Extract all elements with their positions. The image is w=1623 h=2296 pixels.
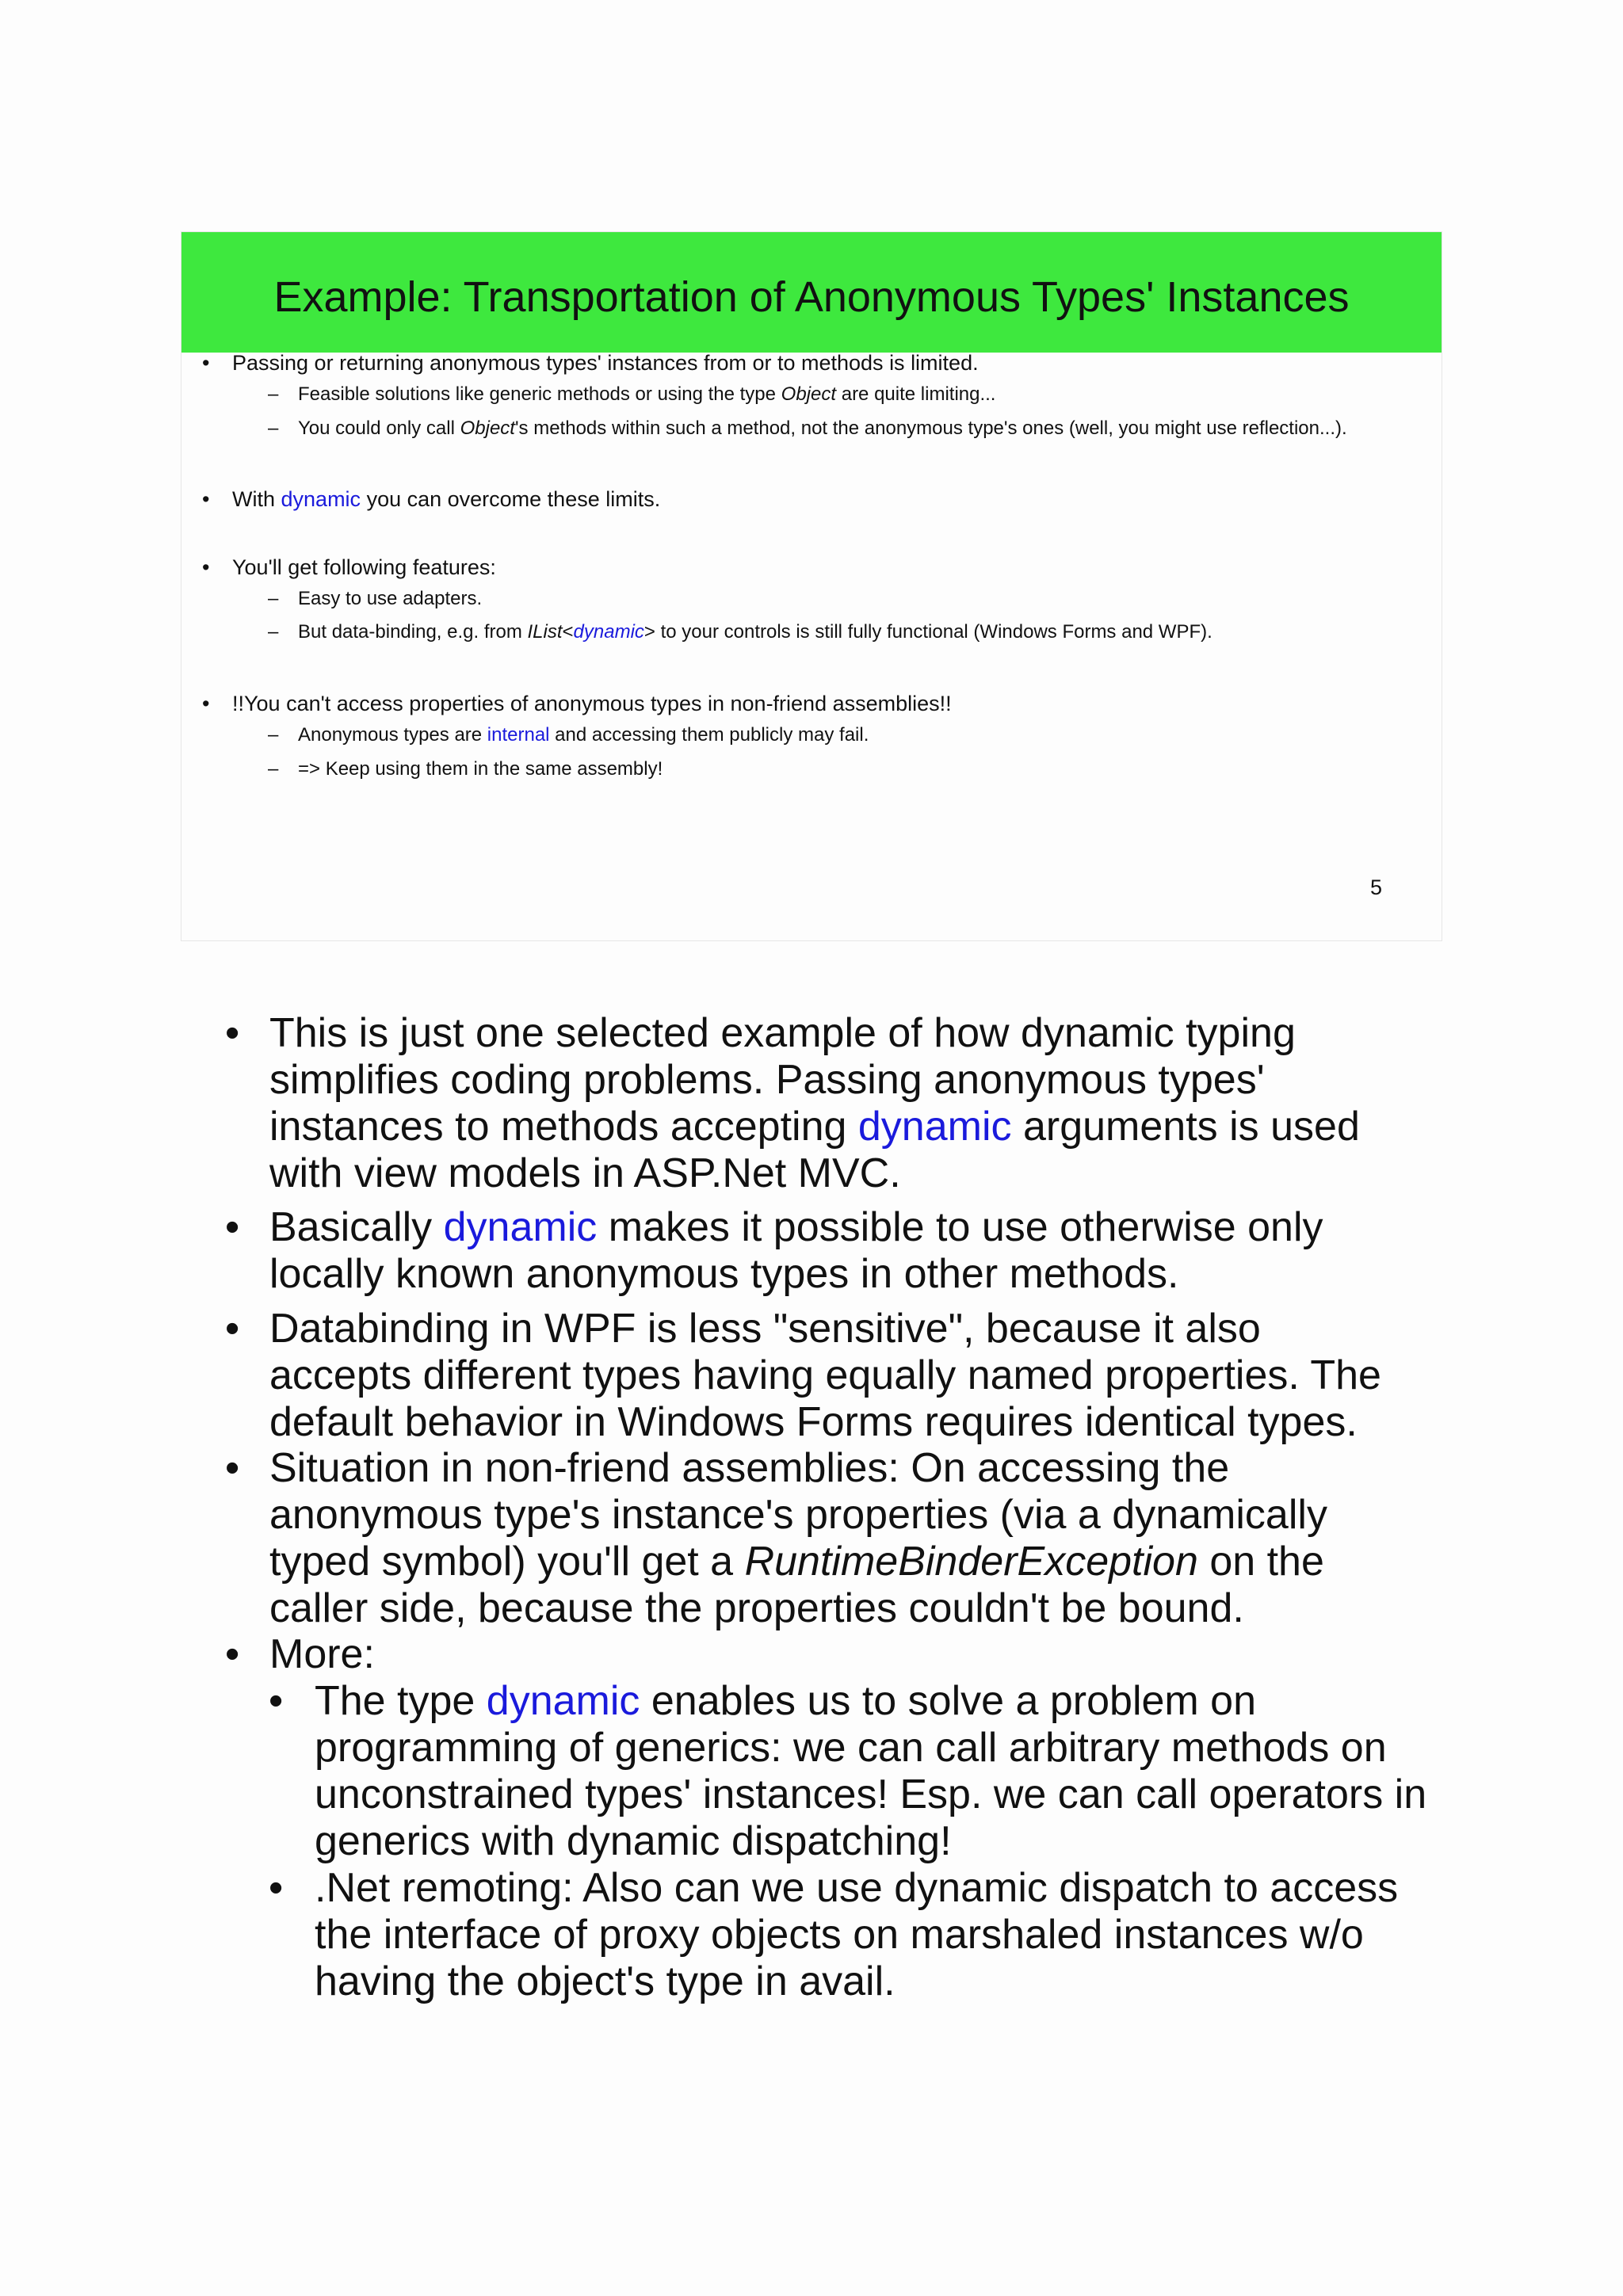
text: < xyxy=(562,621,574,643)
text: you can overcome these limits. xyxy=(361,487,661,511)
note-text xyxy=(269,1445,1403,1632)
slide-subbullet-4-1 xyxy=(268,723,869,747)
keyword: dynamic xyxy=(857,1104,1012,1150)
bullet-glyph: • xyxy=(202,555,210,579)
dash-glyph: – xyxy=(268,758,279,780)
text: 's methods within such a method, not the anonymous type's ones (well, you might use reflection...). xyxy=(514,418,1347,439)
note-item-3 xyxy=(225,1306,1403,1446)
text: You could only call xyxy=(298,418,460,439)
text: makes it possible to use otherwise only locally known anonymous types in other methods. xyxy=(269,1204,1323,1297)
text: enables us to solve a problem on programming of generics: we can call arbitrary methods on unconstrained types' instances! Esp. we can call operators in generics with dynamic dispatching! xyxy=(315,1678,1427,1864)
text: Easy to use adapters. xyxy=(298,588,483,609)
slide-subbullet-4-2 xyxy=(268,757,663,781)
text: on the caller side, because the properties couldn't be bound. xyxy=(269,1539,1324,1631)
note-item-1 xyxy=(225,1010,1403,1197)
text: With xyxy=(232,487,281,511)
bullet-glyph: • xyxy=(225,1445,240,1491)
bullet-glyph: • xyxy=(269,1865,284,1911)
note-text: More: xyxy=(269,1631,375,1677)
dash-glyph: – xyxy=(268,418,279,439)
slide-bullet-3 xyxy=(202,554,496,581)
note-text: .Net remoting: Also can we use dynamic dispatch to access the interface of proxy objects on marshaled instances w/o having the object's type in avail. xyxy=(315,1865,1399,2004)
note-item-4 xyxy=(225,1445,1403,1632)
slide-bullet-3-text: You'll get following features: xyxy=(232,555,496,579)
dash-glyph: – xyxy=(268,588,279,609)
exception-name: RuntimeBinderException xyxy=(744,1539,1198,1585)
text: => Keep using them in the same assembly! xyxy=(298,758,663,780)
keyword: internal xyxy=(487,724,550,746)
note-text xyxy=(315,1678,1440,1865)
dash-glyph: – xyxy=(268,621,279,643)
bullet-glyph: • xyxy=(225,1306,240,1352)
slide-subbullet-3-2 xyxy=(268,620,1212,644)
text: Feasible solutions like generic methods or using the type xyxy=(298,383,781,405)
type-name: Object xyxy=(781,383,837,405)
slide-bullet-1 xyxy=(202,349,979,376)
type-name: IList xyxy=(527,621,563,643)
slide-subbullet-1-2 xyxy=(268,417,1347,441)
text: Anonymous types are xyxy=(298,724,487,746)
text: arguments is used with view models in ASP.Net MVC. xyxy=(269,1104,1360,1196)
bullet-glyph: • xyxy=(225,1204,240,1250)
keyword: dynamic xyxy=(443,1204,598,1250)
note-text xyxy=(269,1010,1403,1197)
dash-glyph: – xyxy=(268,724,279,746)
slide xyxy=(181,231,1442,941)
bullet-glyph: • xyxy=(202,351,210,375)
bullet-glyph: • xyxy=(225,1010,240,1056)
slide-header xyxy=(181,232,1442,353)
text: But data-binding, e.g. from xyxy=(298,621,528,643)
text: and accessing them publicly may fail. xyxy=(549,724,869,746)
note-text: Databinding in WPF is less "sensitive", because it also accepts different types having equally named properties. The default behavior in Windows Forms requires identical types. xyxy=(269,1306,1381,1445)
keyword: dynamic xyxy=(281,487,361,511)
text: > to your controls is still fully functional (Windows Forms and WPF). xyxy=(643,621,1212,643)
note-subitem-5-1 xyxy=(269,1678,1440,1865)
text: Basically xyxy=(269,1204,444,1250)
text: Situation in non-friend assemblies: On accessing the anonymous type's instance's properties (via a dynamically typed symbol) you'll get a xyxy=(269,1445,1327,1585)
note-text xyxy=(269,1204,1403,1298)
type-name: Object xyxy=(460,418,515,439)
slide-bullet-1-text: Passing or returning anonymous types' instances from or to methods is limited. xyxy=(232,351,979,375)
bullet-glyph: • xyxy=(225,1631,240,1677)
slide-subbullet-1-1 xyxy=(268,383,996,406)
slide-bullet-2 xyxy=(202,486,661,513)
page-number: 5 xyxy=(1370,875,1383,899)
bullet-glyph: • xyxy=(202,487,210,511)
dash-glyph: – xyxy=(268,383,279,405)
text: The type xyxy=(315,1678,487,1724)
note-item-5 xyxy=(225,1631,1403,1678)
text: This is just one selected example of how dynamic typing simplifies coding problems. Passing anonymous types' instances to methods accepting xyxy=(269,1010,1296,1150)
bullet-glyph: • xyxy=(269,1678,284,1724)
text: are quite limiting... xyxy=(836,383,996,405)
slide-title: Example: Transportation of Anonymous Types' Instances xyxy=(273,273,1350,321)
slide-subbullet-3-1 xyxy=(268,587,483,611)
slide-bullet-4 xyxy=(202,690,952,717)
keyword: dynamic xyxy=(486,1678,640,1724)
bullet-glyph: • xyxy=(202,692,210,715)
note-subitem-5-2 xyxy=(269,1865,1440,2005)
note-item-2 xyxy=(225,1204,1403,1298)
slide-bullet-4-text: !!You can't access properties of anonymous types in non-friend assemblies!! xyxy=(232,692,952,715)
keyword: dynamic xyxy=(573,621,644,643)
